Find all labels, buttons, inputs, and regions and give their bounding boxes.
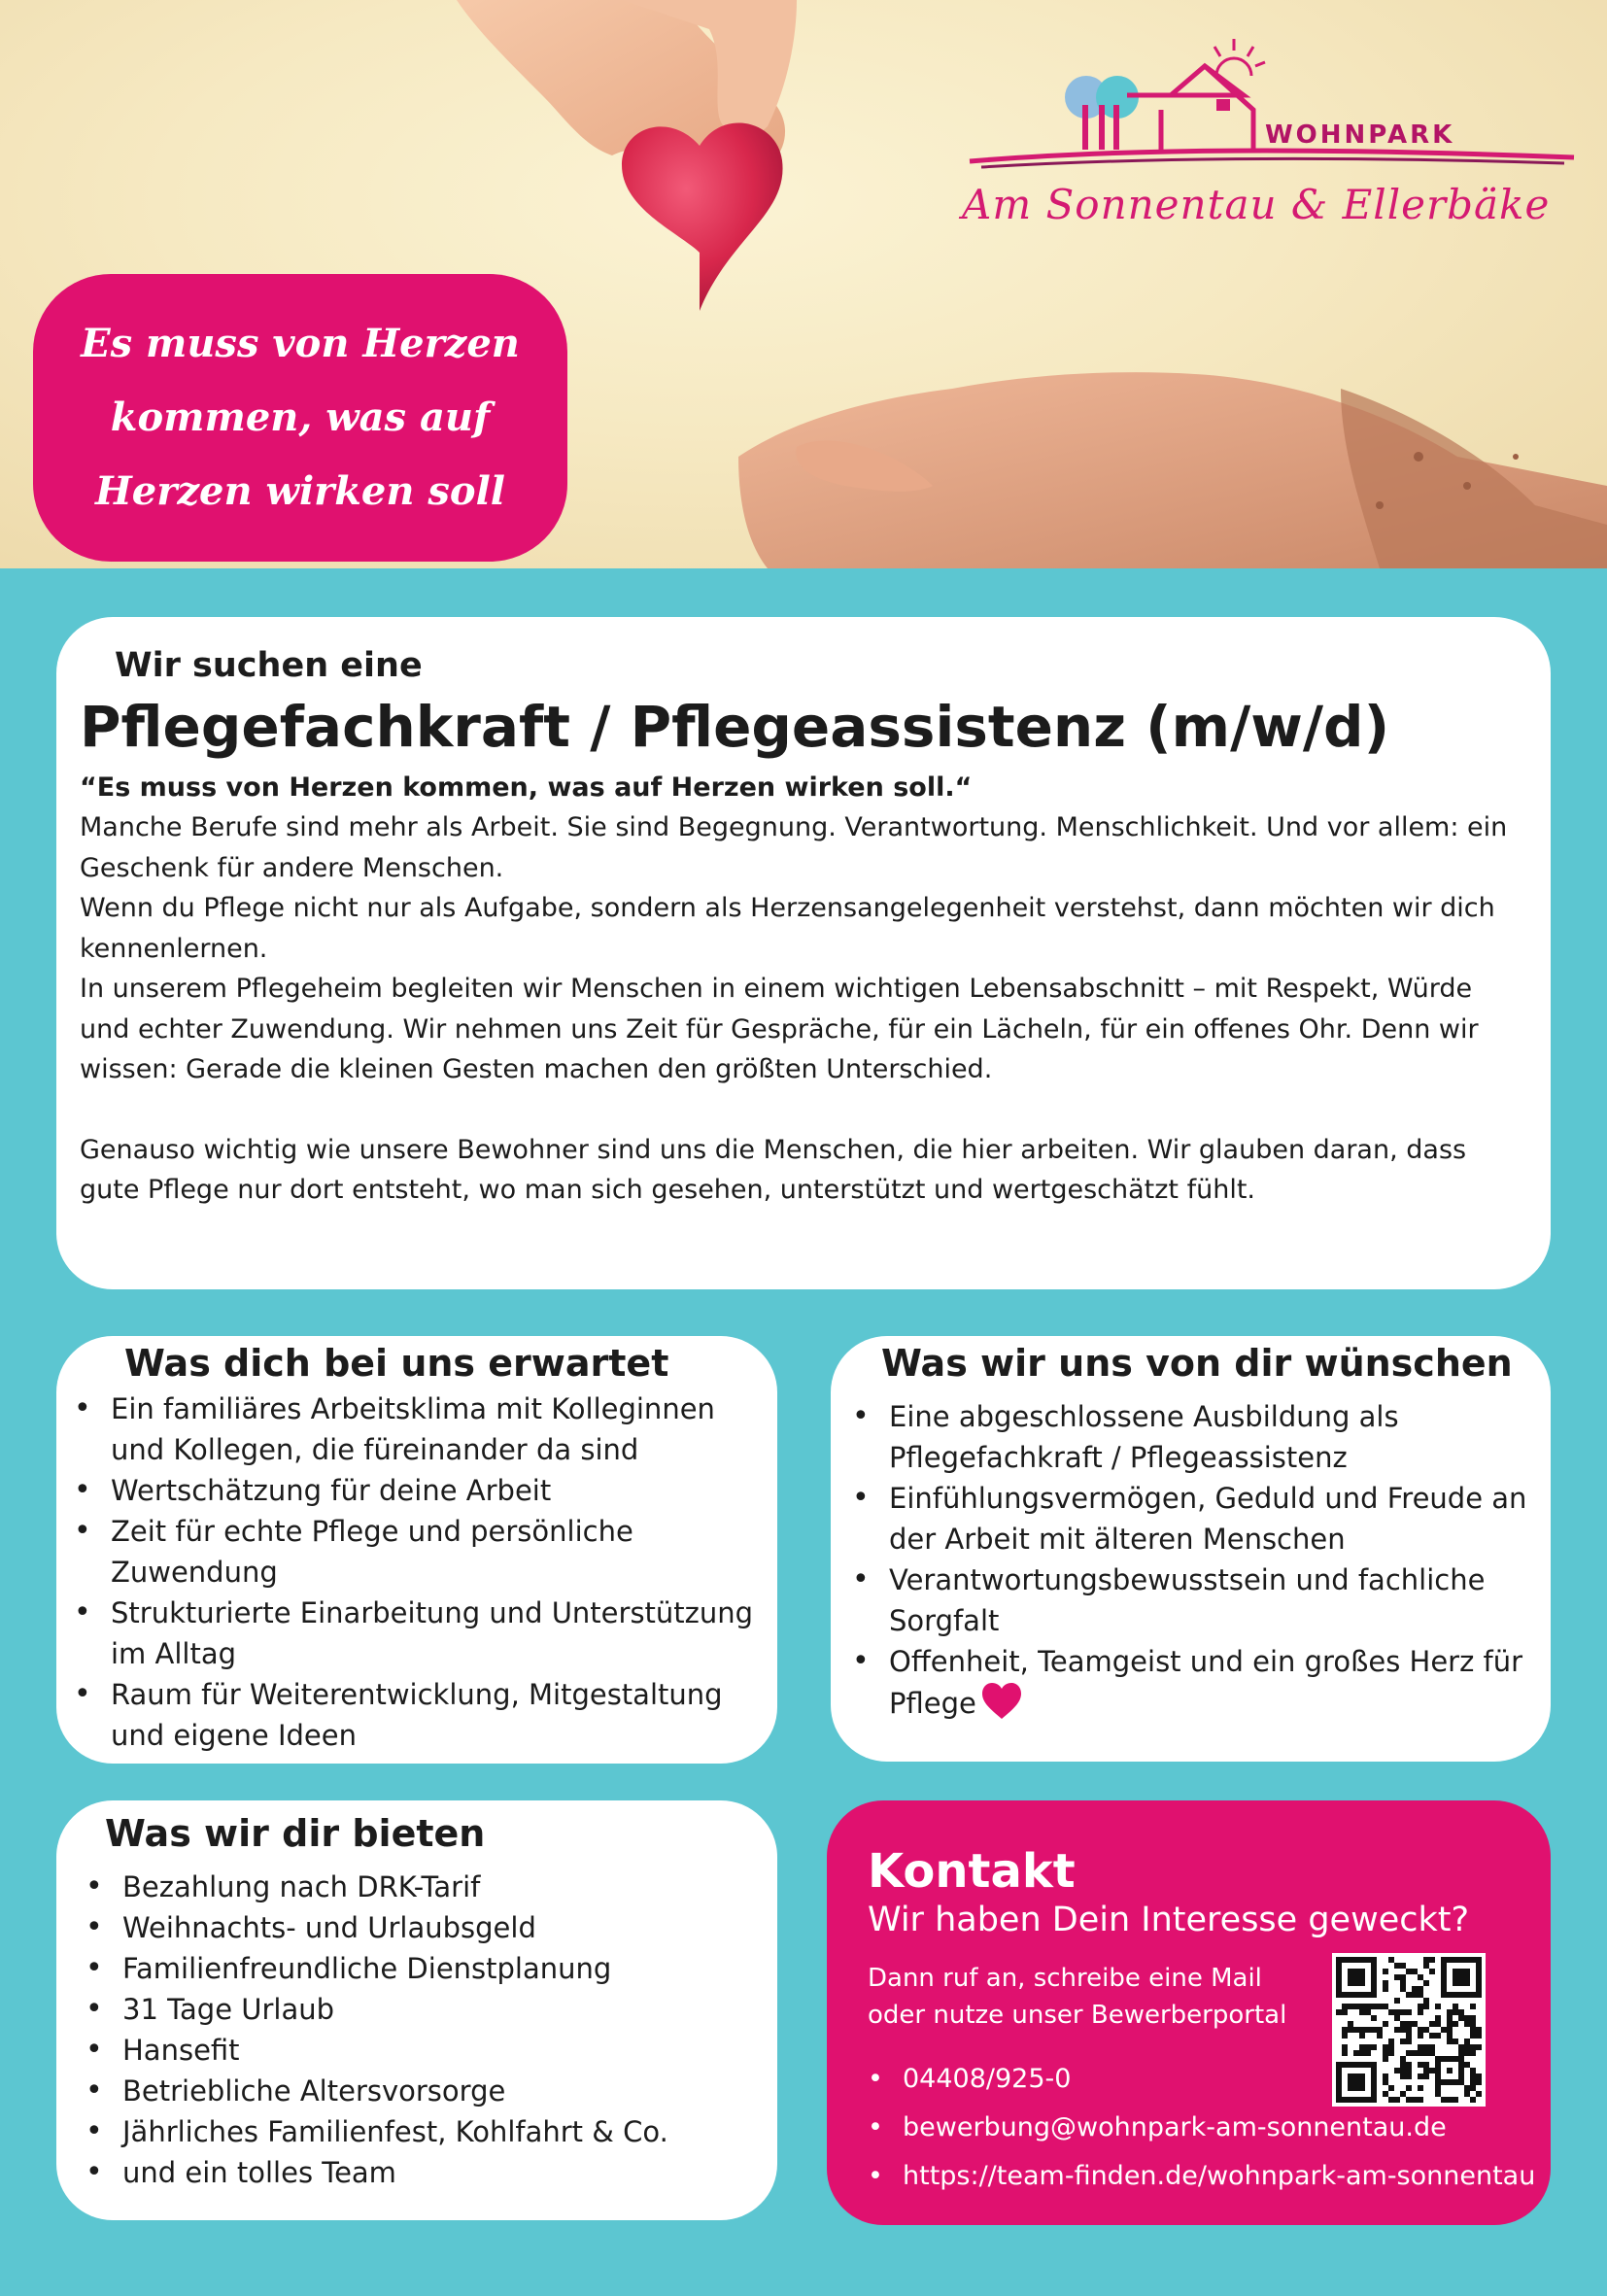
list-item: • Verantwortungsbewusstsein und fachliche Sorgfalt <box>842 1559 1551 1641</box>
wish-title: Was wir uns von dir wünschen <box>881 1342 1513 1385</box>
logo <box>962 37 1584 231</box>
contact-phone[interactable]: • 04408/925-0 <box>868 2055 1551 2104</box>
logo-script-name: Am Sonnentau & Ellerbäke <box>962 181 1551 228</box>
intro-paragraph: Genauso wichtig wie unsere Bewohner sind uns die Menschen, die hier arbeiten. Wir glauben daran, dass gute Pflege nur dort entsteht, wo man sich gesehen, unterstützt und wertgeschätzt fühlt. <box>80 1134 1467 1205</box>
intro-card <box>56 617 1551 1289</box>
list-item: • und ein tolles Team <box>76 2152 777 2193</box>
contact-card <box>827 1800 1551 2225</box>
list-item: • Raum für Weiterentwicklung, Mitgestaltung und eigene Ideen <box>64 1674 777 1756</box>
list-item: • Ein familiäres Arbeitsklima mit Kolleginnen und Kollegen, die füreinander da sind <box>64 1388 777 1470</box>
list-item-text: Offenheit, Teamgeist und ein großes Herz für Pflege <box>889 1645 1523 1720</box>
wish-card <box>831 1336 1551 1762</box>
contact-subtitle: Wir haben Dein Interesse geweckt? <box>868 1901 1470 1939</box>
expect-list <box>56 1388 777 1756</box>
list-item: • Eine abgeschlossene Ausbildung als Pflegefachkraft / Pflegeassistenz <box>842 1396 1551 1478</box>
slogan-line: Herzen wirken soll <box>95 468 505 514</box>
logo-house-icon <box>1127 66 1253 152</box>
wish-list <box>831 1388 1551 1724</box>
list-item: • 31 Tage Urlaub <box>76 1989 777 2030</box>
contact-email-link[interactable]: • bewerbung@wohnpark-am-sonnentau.de <box>868 2104 1551 2152</box>
qr-code-icon[interactable] <box>1332 1953 1486 2107</box>
logo-sun-icon <box>1214 39 1265 76</box>
contact-description: Dann ruf an, schreibe eine Mail oder nutze unser Bewerberportal <box>868 1964 1287 2030</box>
list-item: • Strukturierte Einarbeitung und Unterstützung im Alltag <box>64 1593 777 1674</box>
list-item: • Jährliches Familienfest, Kohlfahrt & Co. <box>76 2111 777 2152</box>
expect-card <box>56 1336 777 1764</box>
list-item: • Familienfreundliche Dienstplanung <box>76 1948 777 1989</box>
hero-photo <box>0 0 1607 568</box>
qr-code-graphic <box>1336 1957 1482 2103</box>
intro-paragraph: Wenn du Pflege nicht nur als Aufgabe, sondern als Herzensangelegenheit verstehst, dann möchten wir dich kennenlernen. <box>80 893 1495 964</box>
offer-list <box>56 1859 777 2193</box>
list-item: • Wertschätzung für deine Arbeit <box>64 1470 777 1511</box>
intro-paragraph: In unserem Pflegeheim begleiten wir Menschen in einem wichtigen Lebensabschnitt – mit Respekt, Würde und echter Zuwendung. Wir nehmen uns Zeit für Gespräche, für ein Lächeln, für ein offenes Ohr. Denn wir wissen: Gerade die kleinen Gesten machen den größten Unterschied. <box>80 974 1479 1084</box>
intro-quote: “Es muss von Herzen kommen, was auf Herzen wirken soll.“ <box>80 772 973 803</box>
list-item: • Hansefit <box>76 2030 777 2071</box>
job-kicker: Wir suchen eine <box>115 646 423 685</box>
list-item: • Einfühlungsvermögen, Geduld und Freude an der Arbeit mit älteren Menschen <box>842 1478 1551 1559</box>
list-item: • Weihnachts- und Urlaubsgeld <box>76 1907 777 1948</box>
list-item <box>842 1641 1551 1724</box>
offer-title: Was wir dir bieten <box>105 1812 486 1855</box>
logo-wordmark: WOHNPARK <box>1265 120 1455 150</box>
list-item: • Bezahlung nach DRK-Tarif <box>76 1867 777 1907</box>
logo-trees-icon <box>1065 76 1139 150</box>
contact-url-link[interactable]: • https://team-finden.de/wohnpark-am-sonnentau <box>868 2152 1551 2201</box>
expect-title: Was dich bei uns erwartet <box>124 1342 669 1385</box>
list-item: • Betriebliche Altersvorsorge <box>76 2071 777 2111</box>
slogan-badge <box>33 274 567 562</box>
heart-icon <box>980 1682 1023 1721</box>
intro-paragraph: Manche Berufe sind mehr als Arbeit. Sie sind Begegnung. Verantwortung. Menschlichkeit. Und vor allem: ein Geschenk für andere Menschen. <box>80 812 1508 883</box>
logo-graphic <box>962 37 1584 173</box>
slogan-line: Es muss von Herzen <box>81 321 520 366</box>
offer-card <box>56 1800 777 2220</box>
job-title: Pflegefachkraft / Pflegeassistenz (m/w/d) <box>80 694 1390 760</box>
list-item: • Zeit für echte Pflege und persönliche Zuwendung <box>64 1511 777 1593</box>
slogan-line: kommen, was auf <box>110 394 491 440</box>
contact-title: Kontakt <box>868 1844 1076 1899</box>
